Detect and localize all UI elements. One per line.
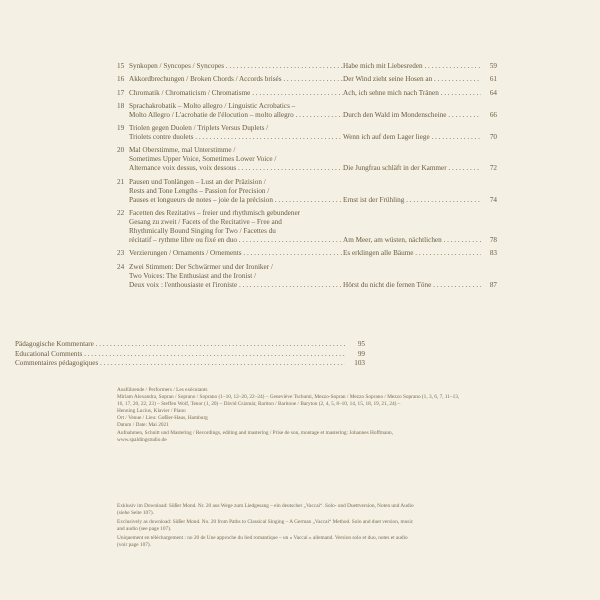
toc-entry-number: 23 <box>117 249 125 258</box>
toc-entry <box>117 263 497 290</box>
toc-entry-page: 87 <box>489 280 497 289</box>
toc-list <box>117 62 497 290</box>
toc-title-line: Pauses et longueurs de notes – joie de la précision . . . <box>129 196 343 205</box>
toc-title-line: Synkopen / Syncopes / Syncopes . . . <box>129 62 343 71</box>
toc-title-line: Rests and Tone Lengths – Passion for Precision / <box>129 186 270 195</box>
toc-entry <box>117 75 497 84</box>
toc-entry-song: Die Jungfrau schläft in der Kammer . . . <box>343 164 481 173</box>
toc-title-line: Triolets contre duolets . . . <box>129 133 343 142</box>
toc-entry-song: Ach, ich sehne mich nach Tränen . . . <box>343 89 481 98</box>
credits-line: Ausführende / Performers / Les exécutants <box>117 387 208 393</box>
toc-entry-song: Durch den Wald im Mondenscheine . . . <box>343 111 481 120</box>
toc-entry-title <box>129 124 343 142</box>
download-paragraph <box>117 535 497 549</box>
toc-entry-number: 16 <box>117 75 125 84</box>
toc-entry-number: 20 <box>117 146 125 155</box>
toc-entry-number: 15 <box>117 62 125 70</box>
commentary-label: Educational Comments . . . <box>15 350 365 358</box>
toc-title-line: Akkordbrechungen / Broken Chords / Accords brisés . . . <box>129 75 343 84</box>
toc-entry-number: 21 <box>117 177 125 186</box>
commentary-entry <box>15 340 365 350</box>
toc-entry-title <box>129 62 343 71</box>
table-of-contents-page <box>117 62 497 294</box>
download-notice <box>117 503 497 552</box>
toc-entry-title <box>129 146 343 173</box>
toc-entry-number: 24 <box>117 262 125 271</box>
credits-line: Datum / Date: Mai 2021 <box>117 422 169 429</box>
toc-entry-title <box>129 263 343 290</box>
toc-entry-number: 18 <box>117 101 125 110</box>
toc-title-line: Two Voices: The Enthusiast and the Ironist / <box>129 271 257 280</box>
commentary-entry <box>15 350 365 360</box>
toc-entry-song: Ernst ist der Frühling . . . <box>343 196 481 205</box>
toc-entry-song: Der Wind zieht seine Hosen an . . . <box>343 75 481 84</box>
toc-title-line: Sometimes Upper Voice, Sometimes Lower Voice / <box>129 155 277 164</box>
credits-line: Miriam Alexandra, Sopran / Soprano / Soprano (1–10, 12–20, 22–24) – Geneviève Tschumi, Mezzo-Sopran / Mezzo Soprano / Mezzo Soprano (1, 3, 6, 7, 11–13, <box>117 394 460 401</box>
download-line: (siehe Seite 107). <box>117 510 154 517</box>
toc-entry-page: 78 <box>489 236 497 245</box>
toc-title-line: Verzierungen / Ornaments / Ornements . . . <box>129 249 343 258</box>
toc-entry <box>117 209 497 245</box>
credits-line: 16, 17, 20, 22, 23) – Steffen Wolf, Tenor (1, 20) – Dávid Csizmár, Bariton / Baritone / Baryton (2, 4, 5, 8–10, 14, 15, 18, 19, 21, 24) – <box>117 401 401 408</box>
download-line: Uniquement en téléchargement : no 20 de Une approche du lied romantique – un « Vaccai » allemand. Version solo et duo, notes et audio <box>117 535 408 542</box>
toc-entry-page: 83 <box>489 249 497 258</box>
toc-title-line: Sprachakrobatik – Molto allegro / Linguistic Acrobatics – <box>129 101 296 110</box>
toc-title-line: Rhythmically Bound Singing for Two / Facettes du <box>129 227 276 236</box>
credits-line: Ort / Venue / Lieu: Goßler-Haus, Hamburg <box>117 415 208 422</box>
toc-entry-title <box>129 209 343 245</box>
toc-title-line: Molto Allegro / L'acrobatie de l'élocution – molto allegro . . . <box>129 111 343 120</box>
download-paragraph <box>117 503 497 517</box>
toc-entry-page: 64 <box>489 88 497 97</box>
toc-entry <box>117 178 497 205</box>
commentary-page: 103 <box>345 359 365 369</box>
toc-entry-song: Hörst du nicht die fernen Töne . . . <box>343 281 481 290</box>
commentary-page: 99 <box>345 350 365 360</box>
toc-entry-title <box>129 89 343 98</box>
toc-entry-page: 61 <box>489 75 497 84</box>
toc-title-line: Triolen gegen Duolen / Triplets Versus Duplets / <box>129 124 269 133</box>
toc-entry <box>117 249 497 258</box>
toc-title-line: Chromatik / Chromaticism / Chromatisme . . . <box>129 89 343 98</box>
toc-title-line: Mal Oberstimme, mal Unterstimme / <box>129 146 236 155</box>
commentary-entry <box>15 359 365 369</box>
toc-entry <box>117 62 497 71</box>
commentary-label: Pädagogische Kommentare . . . <box>15 340 365 348</box>
commentary-label: Commentaires pédagogiques . . . <box>15 359 365 367</box>
toc-entry <box>117 146 497 173</box>
credits-line: www.spaldingstudio.de <box>117 436 167 443</box>
toc-entry-title <box>129 102 343 120</box>
toc-title-line: Alternance voix dessus, voix dessous . . . <box>129 164 343 173</box>
download-paragraph <box>117 519 497 533</box>
download-line: Exklusiv im Download: Süßer Mond. Nr. 20 aus Wege zum Liedgesang – ein deutscher „Vaccai“. Solo- und Duettversion, Noten und Audio <box>117 503 414 509</box>
toc-entry-number: 19 <box>117 124 125 133</box>
toc-entry-song: Habe mich mit Liebesreden . . . <box>343 62 481 71</box>
toc-entry-title <box>129 178 343 205</box>
toc-title-line: Gesang zu zweit / Facets of the Recitative – Free and <box>129 218 282 227</box>
toc-entry-page: 70 <box>489 133 497 142</box>
toc-entry-title <box>129 249 343 258</box>
credits-line: Aufnahmen, Schnitt und Mastering / Recordings, editing and mastering / Prise de son, montage et mastering: Johannes Hoffmann, <box>117 429 394 436</box>
download-line: and audio (see page 107). <box>117 526 172 533</box>
toc-entry <box>117 102 497 120</box>
toc-title-line: Facetten des Rezitativs – freier und rhythmisch gebundener <box>129 209 301 218</box>
toc-entry-page: 72 <box>489 164 497 173</box>
toc-entry-page: 59 <box>489 62 497 70</box>
toc-entry-number: 17 <box>117 88 125 97</box>
toc-entry-song: Wenn ich auf dem Lager liege . . . <box>343 133 481 142</box>
toc-entry <box>117 89 497 98</box>
download-line: Exclusively as download: Süßer Mond. No. 20 from Paths to Classical Singing – A German „Vaccai“ Method. Solo and duet version, music <box>117 519 414 526</box>
toc-entry-number: 22 <box>117 209 125 218</box>
toc-title-line: Zwei Stimmen: Der Schwärmer und der Ironiker / <box>129 262 273 271</box>
toc-entry <box>117 124 497 142</box>
commentary-list <box>15 340 380 369</box>
commentary-page: 95 <box>345 340 365 350</box>
toc-entry-title <box>129 75 343 84</box>
toc-entry-page: 74 <box>489 195 497 204</box>
credits-block <box>117 387 497 444</box>
toc-entry-song: Es erklingen alle Bäume . . . <box>343 249 481 258</box>
toc-title-line: Pausen und Tonlängen – Lust an der Präzision / <box>129 177 266 186</box>
toc-title-line: Deux voix : l'enthousiaste et l'ironiste . . . <box>129 281 343 290</box>
download-line: (voir page 107). <box>117 542 151 549</box>
credits-line: Henning Lucius, Klavier / Piano <box>117 408 186 415</box>
toc-title-line: récitatif – rythme libre ou fixé en duo . . . <box>129 236 343 245</box>
toc-entry-song: Am Meer, am wüsten, nächtlichen . . . <box>343 236 481 245</box>
toc-entry-page: 66 <box>489 110 497 119</box>
